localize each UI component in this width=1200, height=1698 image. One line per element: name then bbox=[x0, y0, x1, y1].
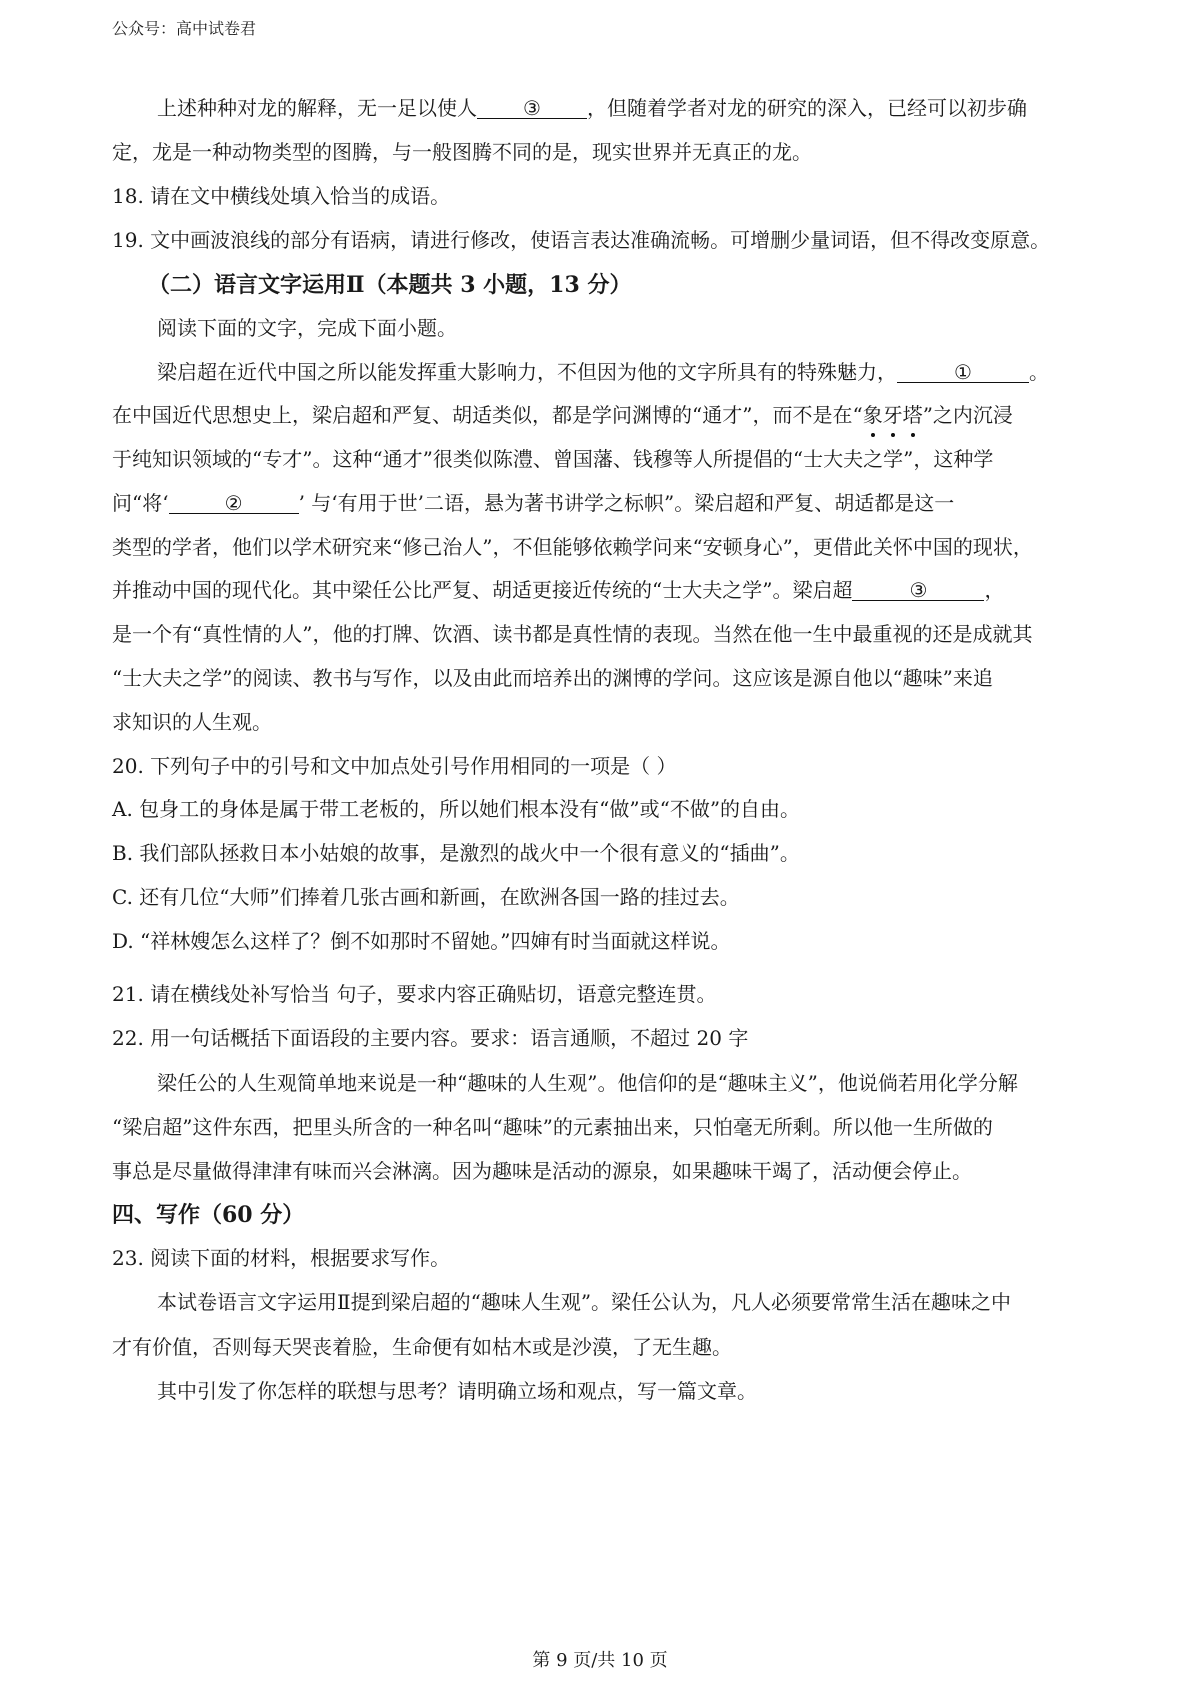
text: 在中国近代思想史上，梁启超和严复、胡适类似，都是学问渊博的“通才”，而不是在“ bbox=[112, 403, 863, 427]
option-a: A. 包身工的身体是属于带工老板的，所以她们根本没有“做”或“不做”的自由。 bbox=[112, 797, 801, 821]
text: ，但随着学者对龙的研究的深入，已经可以初步确 bbox=[587, 96, 1027, 120]
option-b: B. 我们部队拯救日本小姑娘的故事，是激烈的战火中一个很有意义的“插曲”。 bbox=[112, 841, 800, 865]
dotted-phrase bbox=[863, 401, 923, 429]
passage-line-5: 类型的学者，他们以学术研究来“修己治人”，不但能够依赖学问来“安顿身心”，更借此关怀中国的现状， bbox=[112, 535, 1033, 559]
blank-3: ③ bbox=[477, 94, 587, 119]
blank-1: ① bbox=[897, 358, 1029, 383]
passage2-line-3: 事总是尽量做得津津有味而兴会淋漓。因为趣味是活动的源泉，如果趣味干竭了，活动便会停止。 bbox=[112, 1159, 972, 1183]
text: 象牙塔 bbox=[862, 403, 923, 427]
dragon-line-1 bbox=[157, 94, 1027, 122]
text: ’ 与‘有用于世’二语，悬为著书讲学之标帜”。梁启超和严复、胡适都是这一 bbox=[298, 491, 955, 515]
page-footer: 第 9 页/共 10 页 bbox=[532, 1650, 668, 1671]
question-21: 21. 请在横线处补写恰当 句子，要求内容正确贴切，语意完整连贯。 bbox=[112, 982, 717, 1006]
passage-line-8: “士大夫之学”的阅读、教书与写作，以及由此而培养出的渊博的学问。这应该是源自他以“趣味”来追 bbox=[112, 666, 993, 690]
question-23: 23. 阅读下面的材料，根据要求写作。 bbox=[112, 1246, 451, 1270]
question-20: 20. 下列句子中的引号和文中加点处引号作用相同的一项是（ ） bbox=[112, 754, 677, 778]
passage-line-7: 是一个有“真性情的人”，他的打牌、饮酒、读书都是真性情的表现。当然在他一生中最重视的还是成就其 bbox=[112, 622, 1033, 646]
text: 问“将‘ bbox=[112, 491, 169, 515]
header-text: 公众号：高中试卷君 bbox=[112, 19, 257, 38]
question-22: 22. 用一句话概括下面语段的主要内容。要求：语言通顺，不超过 20 字 bbox=[112, 1026, 749, 1050]
passage2-line-2: “梁启超”这件东西，把里头所含的一种名叫“趣味”的元素抽出来，只怕毫无所剩。所以他一生所做的 bbox=[112, 1115, 993, 1139]
passage-line-4 bbox=[112, 489, 954, 517]
emphasis-dot bbox=[891, 433, 895, 437]
writing-line-2: 才有价值，否则每天哭丧着脸，生命便有如枯木或是沙漠，了无生趣。 bbox=[112, 1335, 732, 1359]
section-4-title: 四、写作（60 分） bbox=[112, 1202, 305, 1228]
text: 梁启超在近代中国之所以能发挥重大影响力，不但因为他的文字所具有的特殊魅力， bbox=[157, 360, 897, 384]
option-c: C. 还有几位“大师”们捧着几张古画和新画，在欧洲各国一路的挂过去。 bbox=[112, 885, 740, 909]
writing-line-1: 本试卷语言文字运用Ⅱ提到梁启超的“趣味人生观”。梁任公认为，凡人必须要常常生活在趣味之中 bbox=[157, 1290, 1012, 1314]
option-d: D. “祥林嫂怎么这样了？倒不如那时不留她。”四婶有时当面就这样说。 bbox=[112, 929, 731, 953]
emphasis-dot bbox=[911, 433, 915, 437]
section-2-title: （二）语言文字运用Ⅱ（本题共 3 小题，13 分） bbox=[148, 272, 632, 298]
blank-2: ② bbox=[169, 489, 299, 514]
emphasis-dot bbox=[871, 433, 875, 437]
passage-line-1 bbox=[157, 358, 1049, 386]
passage-line-3: 于纯知识领域的“专才”。这种“通才”很类似陈澧、曾国藩、钱穆等人所提倡的“士大夫之学”，这种学 bbox=[112, 447, 994, 471]
passage2-line-1: 梁任公的人生观简单地来说是一种“趣味的人生观”。他信仰的是“趣味主义”，他说倘若用化学分解 bbox=[157, 1071, 1018, 1095]
text: ”之内沉浸 bbox=[922, 403, 1013, 427]
writing-line-3: 其中引发了你怎样的联想与思考？请明确立场和观点，写一篇文章。 bbox=[157, 1379, 757, 1403]
passage-line-6 bbox=[112, 576, 1004, 604]
passage-line-2 bbox=[112, 401, 1013, 429]
text: ， bbox=[984, 578, 1005, 602]
instruction: 阅读下面的文字，完成下面小题。 bbox=[157, 316, 457, 340]
text: 上述种种对龙的解释，无一足以使人 bbox=[157, 96, 477, 120]
blank-3b: ③ bbox=[852, 576, 984, 601]
passage-line-9: 求知识的人生观。 bbox=[112, 710, 272, 734]
question-18: 18. 请在文中横线处填入恰当的成语。 bbox=[112, 184, 451, 208]
dragon-line-2: 定，龙是一种动物类型的图腾，与一般图腾不同的是，现实世界并无真正的龙。 bbox=[112, 140, 812, 164]
text: 。 bbox=[1029, 360, 1049, 384]
text: 并推动中国的现代化。其中梁任公比严复、胡适更接近传统的“士大夫之学”。梁启超 bbox=[112, 578, 853, 602]
question-19: 19. 文中画波浪线的部分有语病，请进行修改，使语言表达准确流畅。可增删少量词语，但不得改变原意。 bbox=[112, 228, 1051, 252]
